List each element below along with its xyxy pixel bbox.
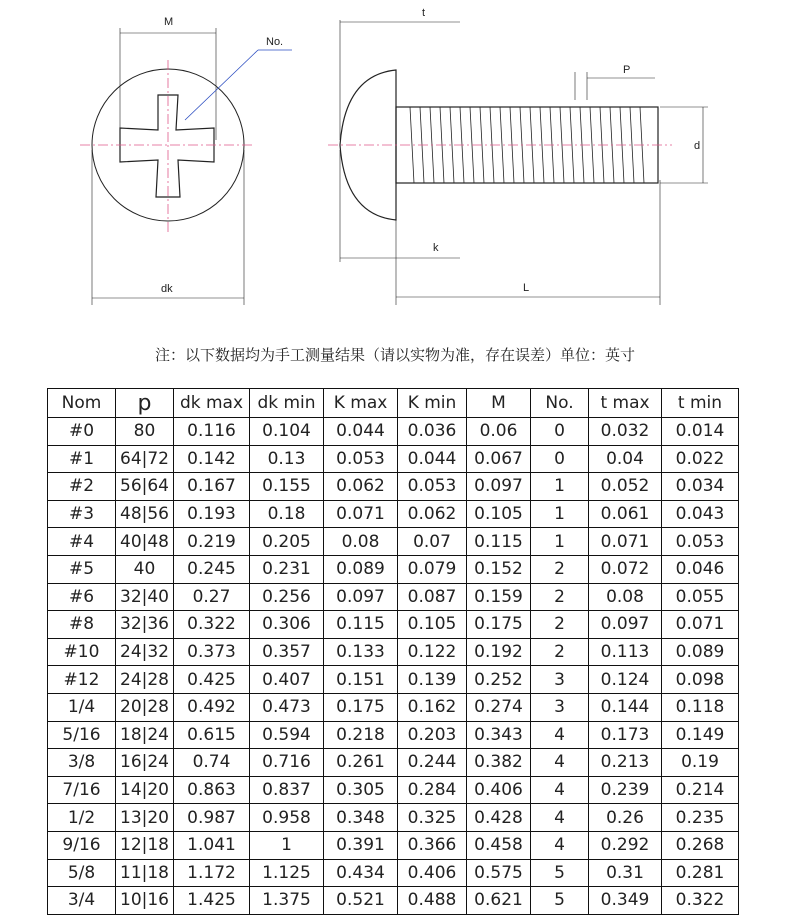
table-cell: 5/16	[48, 721, 116, 749]
table-cell: 0.152	[467, 555, 531, 583]
table-cell: 0.139	[398, 666, 467, 694]
table-cell: 0.167	[174, 473, 250, 501]
table-cell: 10|16	[116, 887, 174, 915]
table-cell: 1	[531, 500, 589, 528]
column-header: dk max	[174, 389, 250, 418]
table-cell: 0.434	[324, 859, 398, 887]
table-cell: 0.281	[662, 859, 739, 887]
table-cell: 0.406	[467, 776, 531, 804]
table-cell: 0.067	[467, 445, 531, 473]
table-cell: 0.343	[467, 721, 531, 749]
table-header-row	[48, 389, 739, 418]
table-cell: 1.172	[174, 859, 250, 887]
table-cell: 1/4	[48, 693, 116, 721]
table-cell: 0.122	[398, 638, 467, 666]
table-cell: 0.104	[250, 418, 324, 446]
table-cell: 0.162	[398, 693, 467, 721]
table-cell: 0.193	[174, 500, 250, 528]
table-row	[48, 693, 739, 721]
column-header: No.	[531, 389, 589, 418]
table-cell: 3/8	[48, 749, 116, 777]
table-cell: 0.213	[589, 749, 662, 777]
table-cell: 0.06	[467, 418, 531, 446]
label-d: d	[694, 140, 701, 152]
table-cell: 0.239	[589, 776, 662, 804]
table-cell: #10	[48, 638, 116, 666]
table-cell: 5/8	[48, 859, 116, 887]
table-cell: 0.105	[398, 611, 467, 639]
column-header: K max	[324, 389, 398, 418]
table-cell: #6	[48, 583, 116, 611]
table-cell: 0.089	[662, 638, 739, 666]
table-cell: 0.052	[589, 473, 662, 501]
table-cell: 0.987	[174, 804, 250, 832]
table-cell: 40	[116, 555, 174, 583]
table-cell: #3	[48, 500, 116, 528]
table-cell: 0.062	[398, 500, 467, 528]
table-cell: 0.036	[398, 418, 467, 446]
table-cell: 0.072	[589, 555, 662, 583]
table-cell: 0.231	[250, 555, 324, 583]
table-cell: 0.04	[589, 445, 662, 473]
table-cell: 0.19	[662, 749, 739, 777]
table-cell: 0.043	[662, 500, 739, 528]
table-cell: 5	[531, 859, 589, 887]
table-cell: 0.205	[250, 528, 324, 556]
table-cell: 4	[531, 831, 589, 859]
column-header: t max	[589, 389, 662, 418]
table-cell: 0.18	[250, 500, 324, 528]
table-cell: 0.716	[250, 749, 324, 777]
table-cell: 0.244	[398, 749, 467, 777]
table-cell: 1.041	[174, 831, 250, 859]
table-cell: #5	[48, 555, 116, 583]
table-cell: 0.079	[398, 555, 467, 583]
table-cell: 16|24	[116, 749, 174, 777]
table-row	[48, 831, 739, 859]
table-cell: 0.08	[589, 583, 662, 611]
table-cell: 0.615	[174, 721, 250, 749]
table-cell: #4	[48, 528, 116, 556]
table-row	[48, 721, 739, 749]
table-row	[48, 859, 739, 887]
table-cell: 0.124	[589, 666, 662, 694]
table-cell: 5	[531, 887, 589, 915]
table-cell: 13|20	[116, 804, 174, 832]
table-cell: 0.521	[324, 887, 398, 915]
table-cell: 0.26	[589, 804, 662, 832]
table-cell: 0.032	[589, 418, 662, 446]
table-cell: 0.575	[467, 859, 531, 887]
table-cell: 0.322	[174, 611, 250, 639]
table-cell: 0.214	[662, 776, 739, 804]
table-cell: 0.366	[398, 831, 467, 859]
table-cell: 0.105	[467, 500, 531, 528]
table-cell: 0.348	[324, 804, 398, 832]
column-header: p	[116, 389, 174, 418]
table-cell: 0.192	[467, 638, 531, 666]
table-cell: 0.087	[398, 583, 467, 611]
label-L: L	[523, 282, 530, 294]
table-cell: 0.391	[324, 831, 398, 859]
table-cell: 0.155	[250, 473, 324, 501]
table-cell: 48|56	[116, 500, 174, 528]
dimension-table	[47, 388, 739, 915]
table-cell: 0.594	[250, 721, 324, 749]
label-dk: dk	[161, 283, 173, 295]
table-cell: 0.261	[324, 749, 398, 777]
table-cell: 0.144	[589, 693, 662, 721]
table-cell: 0.268	[662, 831, 739, 859]
table-cell: 0.053	[662, 528, 739, 556]
table-cell: 0.349	[589, 887, 662, 915]
table-cell: 0.407	[250, 666, 324, 694]
table-cell: 18|24	[116, 721, 174, 749]
table-cell: 0.473	[250, 693, 324, 721]
table-cell: 9/16	[48, 831, 116, 859]
table-cell: 0.306	[250, 611, 324, 639]
table-cell: 0.098	[662, 666, 739, 694]
table-cell: 2	[531, 638, 589, 666]
measurement-note: 注：以下数据均为手工测量结果（请以实物为准，存在误差）单位：英寸	[154, 346, 635, 364]
table-cell: 1	[531, 528, 589, 556]
table-row	[48, 887, 739, 915]
table-cell: 0.406	[398, 859, 467, 887]
table-cell: 0.071	[662, 611, 739, 639]
table-cell: 0.357	[250, 638, 324, 666]
table-cell: 4	[531, 749, 589, 777]
table-cell: 64|72	[116, 445, 174, 473]
label-k: k	[433, 242, 439, 254]
table-cell: 0.274	[467, 693, 531, 721]
table-row	[48, 611, 739, 639]
table-cell: 0.305	[324, 776, 398, 804]
table-cell: 0	[531, 445, 589, 473]
table-cell: 0.458	[467, 831, 531, 859]
table-cell: 24|28	[116, 666, 174, 694]
table-cell: 0.428	[467, 804, 531, 832]
table-row	[48, 638, 739, 666]
table-cell: 1	[531, 473, 589, 501]
table-cell: 0.097	[324, 583, 398, 611]
table-cell: 0.133	[324, 638, 398, 666]
table-cell: 0.203	[398, 721, 467, 749]
table-cell: 0.322	[662, 887, 739, 915]
table-cell: 0.149	[662, 721, 739, 749]
table-cell: 0.863	[174, 776, 250, 804]
table-row	[48, 776, 739, 804]
screw-diagram	[0, 0, 790, 330]
table-cell: 0.175	[467, 611, 531, 639]
table-cell: 0.014	[662, 418, 739, 446]
table-cell: #12	[48, 666, 116, 694]
table-cell: 1.425	[174, 887, 250, 915]
table-cell: 1.375	[250, 887, 324, 915]
table-row	[48, 418, 739, 446]
table-cell: 20|28	[116, 693, 174, 721]
table-cell: 14|20	[116, 776, 174, 804]
table-cell: 0.053	[398, 473, 467, 501]
table-cell: 1.125	[250, 859, 324, 887]
table-cell: 0.325	[398, 804, 467, 832]
table-row	[48, 666, 739, 694]
column-header: Nom	[48, 389, 116, 418]
table-cell: 0.425	[174, 666, 250, 694]
table-cell: 0.062	[324, 473, 398, 501]
table-cell: 0.142	[174, 445, 250, 473]
table-cell: 0.07	[398, 528, 467, 556]
table-cell: 0.219	[174, 528, 250, 556]
table-cell: 0.175	[324, 693, 398, 721]
table-cell: 0.74	[174, 749, 250, 777]
table-cell: 12|18	[116, 831, 174, 859]
table-cell: 0.292	[589, 831, 662, 859]
table-cell: 40|48	[116, 528, 174, 556]
table-cell: #2	[48, 473, 116, 501]
table-cell: 3	[531, 666, 589, 694]
table-cell: 0.089	[324, 555, 398, 583]
table-row	[48, 555, 739, 583]
table-cell: 0.621	[467, 887, 531, 915]
table-cell: 4	[531, 721, 589, 749]
table-cell: #1	[48, 445, 116, 473]
table-cell: 3/4	[48, 887, 116, 915]
table-cell: 7/16	[48, 776, 116, 804]
table-cell: 80	[116, 418, 174, 446]
table-cell: 0.252	[467, 666, 531, 694]
table-row	[48, 528, 739, 556]
column-header: dk min	[250, 389, 324, 418]
table-cell: 0.256	[250, 583, 324, 611]
table-cell: 0.488	[398, 887, 467, 915]
table-cell: 32|40	[116, 583, 174, 611]
table-cell: 0.151	[324, 666, 398, 694]
table-cell: 4	[531, 804, 589, 832]
table-cell: 0	[531, 418, 589, 446]
label-M: M	[164, 16, 174, 28]
table-cell: 1	[250, 831, 324, 859]
table-cell: 2	[531, 583, 589, 611]
table-cell: #8	[48, 611, 116, 639]
table-cell: 0.097	[589, 611, 662, 639]
table-cell: 4	[531, 776, 589, 804]
table-cell: 0.113	[589, 638, 662, 666]
table-cell: 0.08	[324, 528, 398, 556]
table-cell: 2	[531, 555, 589, 583]
table-cell: 0.046	[662, 555, 739, 583]
table-cell: 0.173	[589, 721, 662, 749]
table-cell: 0.115	[467, 528, 531, 556]
table-cell: 56|64	[116, 473, 174, 501]
table-cell: 0.034	[662, 473, 739, 501]
table-row	[48, 804, 739, 832]
column-header: t min	[662, 389, 739, 418]
table-cell: 0.115	[324, 611, 398, 639]
table-cell: 0.958	[250, 804, 324, 832]
table-cell: 0.284	[398, 776, 467, 804]
table-cell: 0.071	[589, 528, 662, 556]
table-cell: 24|32	[116, 638, 174, 666]
table-cell: 32|36	[116, 611, 174, 639]
label-No: No.	[266, 36, 284, 48]
table-cell: 0.31	[589, 859, 662, 887]
table-cell: 0.382	[467, 749, 531, 777]
table-cell: 0.118	[662, 693, 739, 721]
table-cell: 0.116	[174, 418, 250, 446]
table-row	[48, 445, 739, 473]
table-cell: #0	[48, 418, 116, 446]
table-cell: 0.055	[662, 583, 739, 611]
table-cell: 0.044	[398, 445, 467, 473]
table-cell: 0.492	[174, 693, 250, 721]
label-P: P	[623, 64, 631, 76]
table-row	[48, 583, 739, 611]
table-cell: 2	[531, 611, 589, 639]
table-row	[48, 473, 739, 501]
table-cell: 0.022	[662, 445, 739, 473]
phillips-cross	[120, 95, 214, 197]
table-cell: 0.218	[324, 721, 398, 749]
table-cell: 0.837	[250, 776, 324, 804]
table-cell: 0.245	[174, 555, 250, 583]
column-header: M	[467, 389, 531, 418]
table-cell: 0.044	[324, 418, 398, 446]
table-cell: 0.373	[174, 638, 250, 666]
table-row	[48, 749, 739, 777]
table-row	[48, 500, 739, 528]
table-cell: 1/2	[48, 804, 116, 832]
table-cell: 3	[531, 693, 589, 721]
table-cell: 0.13	[250, 445, 324, 473]
table-cell: 0.27	[174, 583, 250, 611]
table-cell: 0.235	[662, 804, 739, 832]
table-cell: 0.097	[467, 473, 531, 501]
table-cell: 0.061	[589, 500, 662, 528]
table-cell: 0.071	[324, 500, 398, 528]
table-cell: 0.159	[467, 583, 531, 611]
table-cell: 11|18	[116, 859, 174, 887]
label-t: t	[422, 7, 426, 19]
table-cell: 0.053	[324, 445, 398, 473]
column-header: K min	[398, 389, 467, 418]
